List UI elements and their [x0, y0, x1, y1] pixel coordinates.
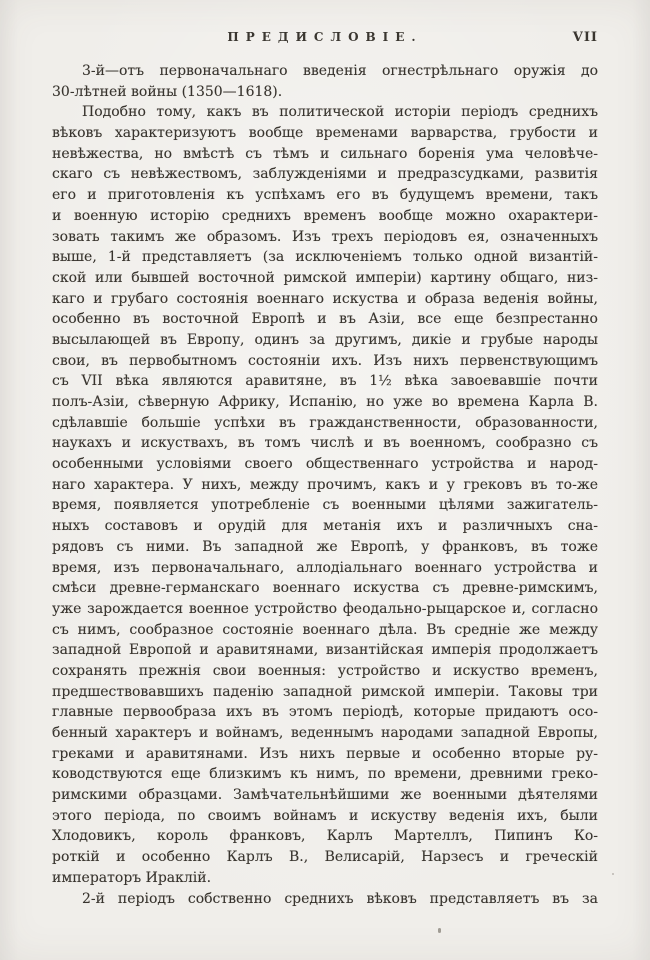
running-header-title: ПРЕДИСЛОВІЕ.	[227, 30, 423, 44]
text-line: Хлодовикъ, король франковъ, Карлъ Мартеллъ, Пипинъ Ко-	[52, 828, 598, 845]
text-line: рядовъ съ ними. Въ западной же Европѣ, у франковъ, въ тоже	[52, 538, 598, 555]
text-line: его и приготовленія къ успѣхамъ его въ будущемъ времени, такъ	[52, 187, 598, 204]
text-line: предшествовавшихъ паденію западной римской имперіи. Таковы три	[52, 683, 598, 700]
text-line: римскими образцами. Замѣчательнѣйшими же военными дѣятелями	[52, 787, 598, 804]
text-line: зовать такимъ же образомъ. Изъ трехъ періодовъ ея, означенныхъ	[52, 228, 598, 245]
text-line: Подобно тому, какъ въ политической исторіи періодъ среднихъ	[82, 104, 598, 121]
text-line: ской или бывшей восточной римской имперіи) картину общаго, низ-	[52, 269, 598, 286]
text-line: скаго съ невѣжествомъ, заблужденіями и предразсудками, развитія	[52, 166, 598, 183]
text-line: 30-лѣтней войны (1350—1618).	[52, 83, 283, 100]
text-line: сдѣлавшіе большіе успѣхи въ гражданственности, образованности,	[52, 414, 598, 431]
scan-speckle	[612, 873, 614, 875]
scan-speckle	[438, 928, 441, 933]
text-line: время, изъ первоначальнаго, аллодіальнаго военнаго устройства и	[52, 559, 598, 576]
text-line: бенный характеръ и войнамъ, веденнымъ народами западной Европы,	[52, 725, 598, 741]
text-line: невѣжества, но вмѣстѣ съ тѣмъ и сильнаго боренія ума человѣче-	[52, 145, 598, 162]
text-line: греками и аравитянами. Изъ нихъ первые и особенно вторые ру-	[52, 745, 598, 762]
text-line: особенно въ восточной Европѣ и въ Азіи, все еще безпрестанно	[52, 311, 598, 328]
text-line: выше, 1-й представляетъ (за исключеніемъ только одной византій-	[52, 249, 598, 266]
text-line: ныхъ составовъ и орудій для метанія ихъ и различныхъ сна-	[52, 518, 598, 535]
text-body	[52, 61, 598, 909]
text-line: наукахъ и искуствахъ, въ томъ числѣ и въ военномъ, сообразно съ	[52, 435, 598, 452]
text-line: и военную исторію среднихъ временъ вообще можно охарактери-	[52, 207, 598, 224]
text-line: особенными условіями своего общественнаго устройства и народ-	[52, 456, 598, 473]
text-line: роткій и особенно Карлъ В., Велисарій, Нарзесъ и греческій	[52, 849, 598, 866]
text-line: высылающей въ Европу, одинъ за другимъ, дикіе и грубые народы	[52, 331, 598, 348]
text-line: 2-й періодъ собственно среднихъ вѣковъ представляетъ въ за	[82, 890, 598, 907]
text-line: полъ-Азіи, сѣверную Африку, Испанію, но уже во времена Карла В.	[52, 394, 598, 410]
text-line: императоръ Ираклій.	[52, 869, 212, 886]
text-line: вѣковъ характеризуютъ вообще временами варварства, грубости и	[52, 125, 598, 142]
text-line: ководствуются еще близкимъ къ нимъ, по времени, древними греко-	[52, 766, 598, 783]
text-line: западной Европой и аравитянами, византійская имперія продолжаетъ	[52, 642, 598, 659]
text-line: наго характера. У нихъ, между прочимъ, какъ и у грековъ въ то-же	[52, 476, 598, 493]
text-line: сохранять прежнія свои военныя: устройство и искуство временъ,	[52, 662, 598, 679]
text-line: уже зарождается военное устройство феодально-рыцарское и, согласно	[52, 600, 598, 617]
running-header	[52, 30, 598, 48]
text-line: съ VII вѣка являются аравитяне, въ 1½ вѣка завоевавшіе почти	[52, 373, 598, 390]
text-line: время, появляется употребленіе съ военными цѣлями зажигатель-	[52, 497, 598, 514]
text-line: каго и грубаго состоянія военнаго искуства и образа веденія войны,	[52, 290, 598, 307]
text-line: съ нимъ, сообразное состояніе военнаго дѣла. Въ средніе же между	[52, 621, 598, 638]
text-line: свои, въ первобытномъ состояніи ихъ. Изъ нихъ первенствующимъ	[52, 352, 598, 369]
text-line: смѣси древне-германскаго военнаго искуства съ древне-римскимъ,	[52, 580, 598, 597]
text-line: 3-й—отъ первоначальнаго введенія огнестрѣльнаго оружія до	[82, 63, 598, 79]
page-number: VII	[572, 30, 598, 45]
text-line: главные первообраза ихъ въ этомъ періодѣ, которые придаютъ осо-	[52, 704, 598, 721]
text-line: этого періода, по своимъ войнамъ и искуству веденія ихъ, были	[52, 807, 598, 824]
